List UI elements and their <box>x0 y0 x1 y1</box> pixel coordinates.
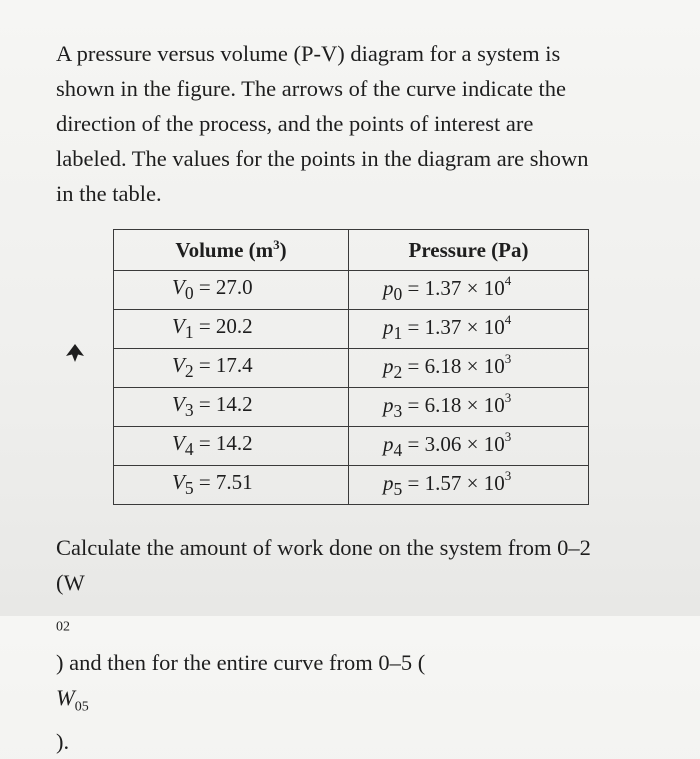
pressure-cell: $p_0 = 1.37 \times 10^4$ <box>349 271 589 310</box>
table-header-row <box>114 230 589 271</box>
pv-data-table <box>113 229 589 505</box>
question-line: (W $_{02}$ ) and then for the entire curve from 0–5 ( $W_{05}$ ). <box>56 570 426 754</box>
pressure-cell: $p_2 = 6.18 \times 10^3$ <box>349 349 589 388</box>
table-row <box>114 427 589 466</box>
intro-line: direction of the process, and the points of interest are <box>56 111 534 136</box>
volume-cell: $V_1 = 20.2$ <box>114 310 349 349</box>
table-row <box>114 271 589 310</box>
volume-cell: $V_0 = 27.0$ <box>114 271 349 310</box>
question-line: Calculate the amount of work done on the system from 0–2 <box>56 535 591 560</box>
volume-cell: $V_3 = 14.2$ <box>114 388 349 427</box>
table-row <box>114 310 589 349</box>
table-row <box>114 466 589 505</box>
pressure-column-header: Pressure (Pa) <box>349 230 589 271</box>
table-row <box>114 388 589 427</box>
mouse-pointer-icon <box>64 342 86 364</box>
intro-line: in the table. <box>56 181 162 206</box>
pressure-cell: $p_1 = 1.37 \times 10^4$ <box>349 310 589 349</box>
intro-line: shown in the figure. The arrows of the curve indicate the <box>56 76 567 101</box>
pressure-cell: $p_3 = 6.18 \times 10^3$ <box>349 388 589 427</box>
volume-cell: $V_5 = 7.51$ <box>114 466 349 505</box>
problem-question <box>56 530 686 759</box>
intro-line: A pressure versus volume (P-V) diagram for a system is <box>56 41 561 66</box>
pressure-cell: $p_4 = 3.06 \times 10^3$ <box>349 427 589 466</box>
volume-column-header: Volume $(m^3)$ <box>114 230 349 271</box>
table-row <box>114 349 589 388</box>
volume-cell: $V_2 = 17.4$ <box>114 349 349 388</box>
problem-intro <box>56 36 681 211</box>
volume-cell: $V_4 = 14.2$ <box>114 427 349 466</box>
pressure-cell: $p_5 = 1.57 \times 10^3$ <box>349 466 589 505</box>
intro-line: labeled. The values for the points in the diagram are shown <box>56 146 589 171</box>
